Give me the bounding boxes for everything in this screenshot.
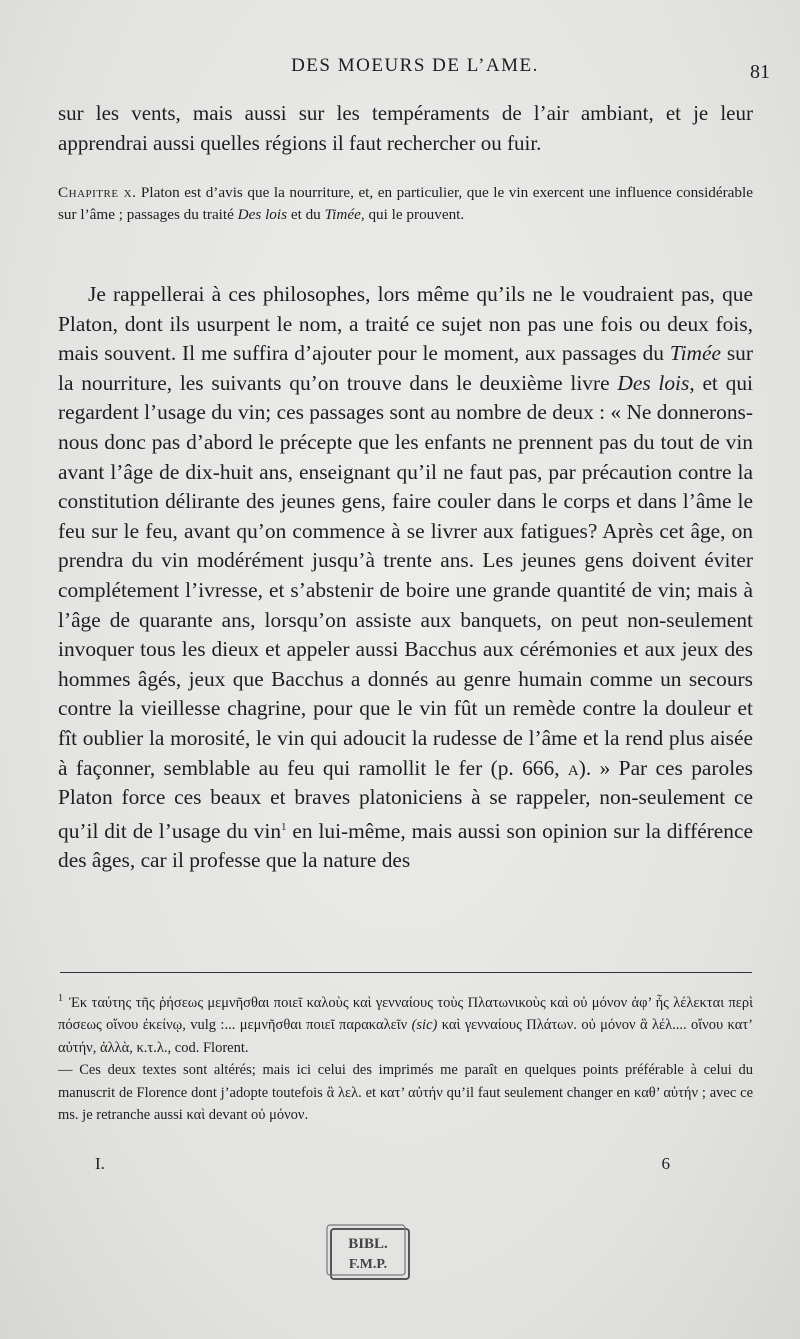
body-work-title-2: Des lois (617, 370, 690, 395)
body-text-4: ). » Par ces paroles Platon force ces beaux et braves platoniciens à se rappeler, non-seulement ce qu’il dit de l’usage du vin (58, 755, 754, 843)
page-number: 81 (750, 61, 770, 83)
body-text-5: en lui-même, mais aussi son opinion sur la différence des âges, car il professe que la nature des (58, 818, 753, 873)
chapter-label: Chapitre x. (58, 184, 137, 201)
library-stamp (325, 1223, 413, 1283)
main-body-text (58, 280, 753, 876)
footnote-sic: (sic) (411, 1017, 438, 1034)
chapter-summary-text-1: Platon est d’avis que la nourriture, et, en particulier, que le vin exercent une influence considérable sur l’âme ; passages du traité (58, 184, 753, 223)
footnote-line-1b: καὶ γενναίους Πλάτων. οὐ μόνον ἃ λέλ.... οἴνου κατ’ αὐτήν, ἀλλὰ, κ.τ.λ., cod. Florent. (58, 1017, 753, 1056)
chapter-work-title-1: Des lois (237, 206, 288, 223)
footnote-commentary: — Ces deux textes sont altérés; mais ici celui des imprimés me paraît en quelques points préférable à celui du manuscrit de Florence dont j’adopte toutefois ἃ λελ. et κατ’ αὐτήν qu’il faut seulement changer en καθ’ αὐτήν ; avec ce ms. je retranche aussi καὶ devant οὐ μόνον. (58, 1062, 753, 1124)
signature-left: I. (95, 1154, 105, 1173)
footnote-line-1: Ἐκ ταύτης τῆς ῥήσεως μεμνῆσθαι ποιεῖ καλοὺς καὶ γενναίους τοὺς Πλατωνικοὺς καὶ οὐ μόνον ἀφ’ ἧς λέλεκται περὶ πόσεως οἴνου ἐκείνῳ, vulg :... μεμνῆσθαι ποιεῖ παρακαλεῖν (58, 994, 753, 1034)
body-text-2: sur la nourriture, les suivants qu’on trouve dans le deuxième livre (58, 341, 754, 395)
body-text-1: Je rappellerai à ces philosophes, lors même qu’ils ne le voudraient pas, que Platon, dont ils usurpent le nom, a traité ce sujet non pas une fois ou deux fois, mais souvent. Il me suffira d’ajouter pour le moment, aux passages du (58, 282, 753, 366)
stamp-line-1: BIBL. (348, 1236, 388, 1252)
body-paragraph (58, 280, 753, 876)
chapter-summary-text-2: et du (287, 206, 325, 223)
body-work-title-1: Timée (669, 341, 721, 366)
intro-paragraph: sur les vents, mais aussi sur les tempéraments de l’air ambiant, et je leur apprendrai aussi quelles régions il faut rechercher ou fuir. (58, 101, 753, 155)
body-reference-letter: a (567, 755, 579, 780)
signature-right: 6 (661, 1154, 670, 1173)
chapter-work-title-2: Timée (324, 206, 361, 223)
footnote (58, 988, 753, 1127)
stamp-line-2: F.M.P. (348, 1257, 388, 1272)
page-header (60, 55, 770, 85)
footnote-reference: 1 (281, 820, 287, 833)
footnote-divider (60, 972, 752, 973)
body-text-3: , et qui regardent l’usage du vin; ces passages sont au nombre de deux : « Ne donnerons-nous donc pas d’abord le précepte que les enfants ne prennent pas du tout de vin avant l’âge de dix-huit ans, enseignant qu’il ne faut pas, par précaution contre la constitution délirante des jeunes gens, faire couler dans le corps et dans l’âme le feu sur le feu, avant qu’on commence à se livrer aux fatigues? Après cet âge, on prendra du vin modérément jusqu’à trente ans. Les jeunes gens doivent éviter complétement l’ivresse, et s’abstenir de boire une grande quantité de vin; mais à l’âge de quarante ans, lorsqu’on assiste aux banquets, on peut non-seulement invoquer tous les dieux et appeler aussi Bacchus aux cérémonies et aux jeux des hommes âgés, jeux que Bacchus a donnés au genre humain comme un secours contre la vieillesse chagrine, pour que le vin fût un remède contre la douleur et fît oublier la morosité, le vin qui adoucit la rudesse de l’âme et la rend plus aisée à façonner, semblable au feu qui ramollit le fer (p. 666, (58, 370, 753, 780)
chapter-summary (58, 182, 753, 226)
running-title: DES MOEURS DE L’AME. (291, 55, 539, 76)
chapter-summary-text-3: , qui le prouvent. (360, 206, 465, 223)
footnote-marker: 1 (58, 993, 63, 1004)
printer-signatures (95, 1154, 670, 1180)
footnote-greek-variants (58, 988, 753, 1059)
